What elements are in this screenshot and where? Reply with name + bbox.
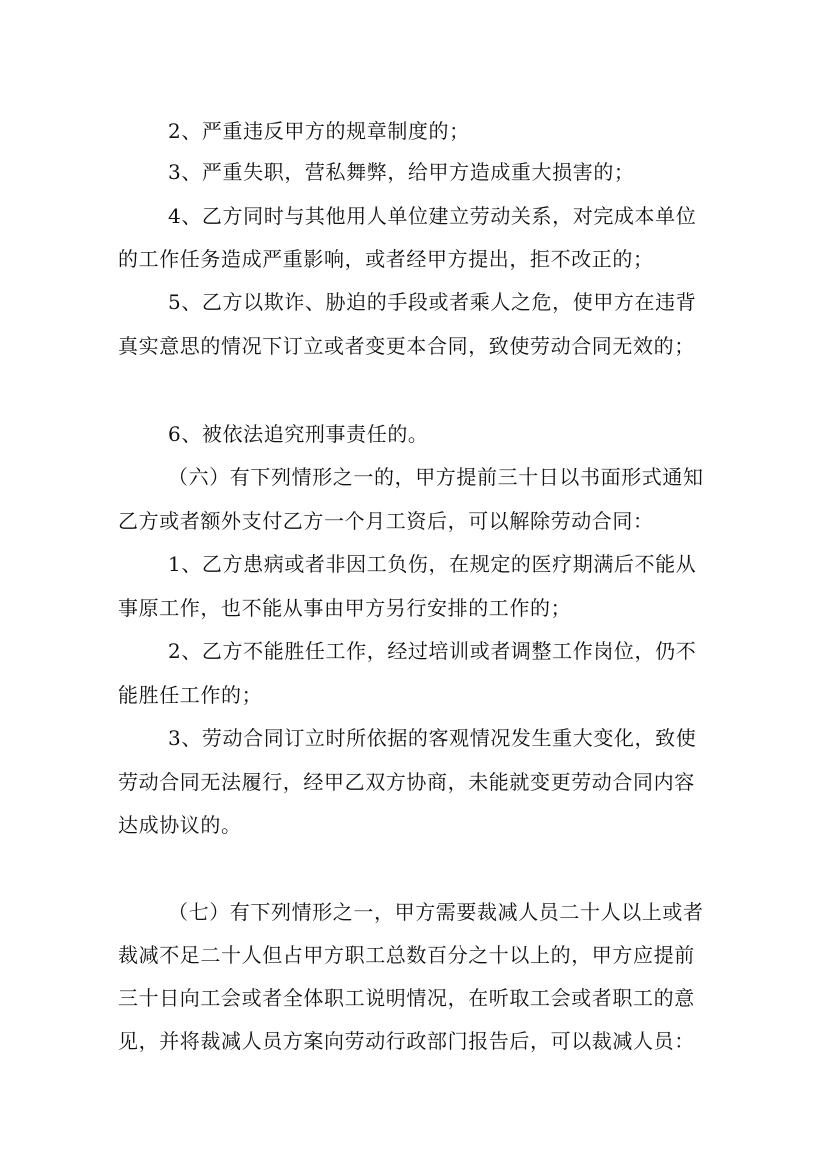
text-line: 2、乙方不能胜任工作，经过培训或者调整工作岗位，仍不 — [168, 639, 697, 663]
text-line: 见，并将裁减人员方案向劳动行政部门报告后，可以裁减人员： — [118, 1029, 695, 1053]
text-line: 乙方或者额外支付乙方一个月工资后，可以解除劳动合同： — [118, 509, 654, 533]
text-line: 4、乙方同时与其他用人单位建立劳动关系，对完成本单位 — [168, 204, 697, 228]
text-line: 劳动合同无法履行，经甲乙双方协商，未能就变更劳动合同内容 — [118, 770, 695, 794]
text-line: 的工作任务造成严重影响，或者经甲方提出，拒不改正的； — [118, 247, 654, 271]
text-line: 事原工作，也不能从事由甲方另行安排的工作的； — [118, 596, 572, 620]
text-line: 3、严重失职，营私舞弊，给甲方造成重大损害的； — [168, 160, 635, 184]
text-line: 5、乙方以欺诈、胁迫的手段或者乘人之危，使甲方在违背 — [168, 290, 697, 314]
text-line: 3、劳动合同订立时所依据的客观情况发生重大变化，致使 — [168, 726, 697, 750]
text-line: 1、乙方患病或者非因工负伤，在规定的医疗期满后不能从 — [168, 552, 697, 576]
text-line: 2、严重违反甲方的规章制度的； — [168, 119, 470, 143]
text-line: （六）有下列情形之一的，甲方提前三十日以书面形式通知 — [168, 465, 704, 489]
text-line: 能胜任工作的； — [118, 683, 263, 707]
text-line: 真实意思的情况下订立或者变更本合同，致使劳动合同无效的； — [118, 334, 695, 358]
text-line: 三十日向工会或者全体职工说明情况，在听取工会或者职工的意 — [118, 986, 695, 1010]
text-line: 6、被依法追究刑事责任的。 — [168, 422, 429, 446]
text-line: 达成协议的。 — [118, 813, 242, 837]
text-line: 裁减不足二十人但占甲方职工总数百分之十以上的，甲方应提前 — [118, 943, 695, 967]
text-line: （七）有下列情形之一，甲方需要裁减人员二十人以上或者 — [168, 900, 704, 924]
